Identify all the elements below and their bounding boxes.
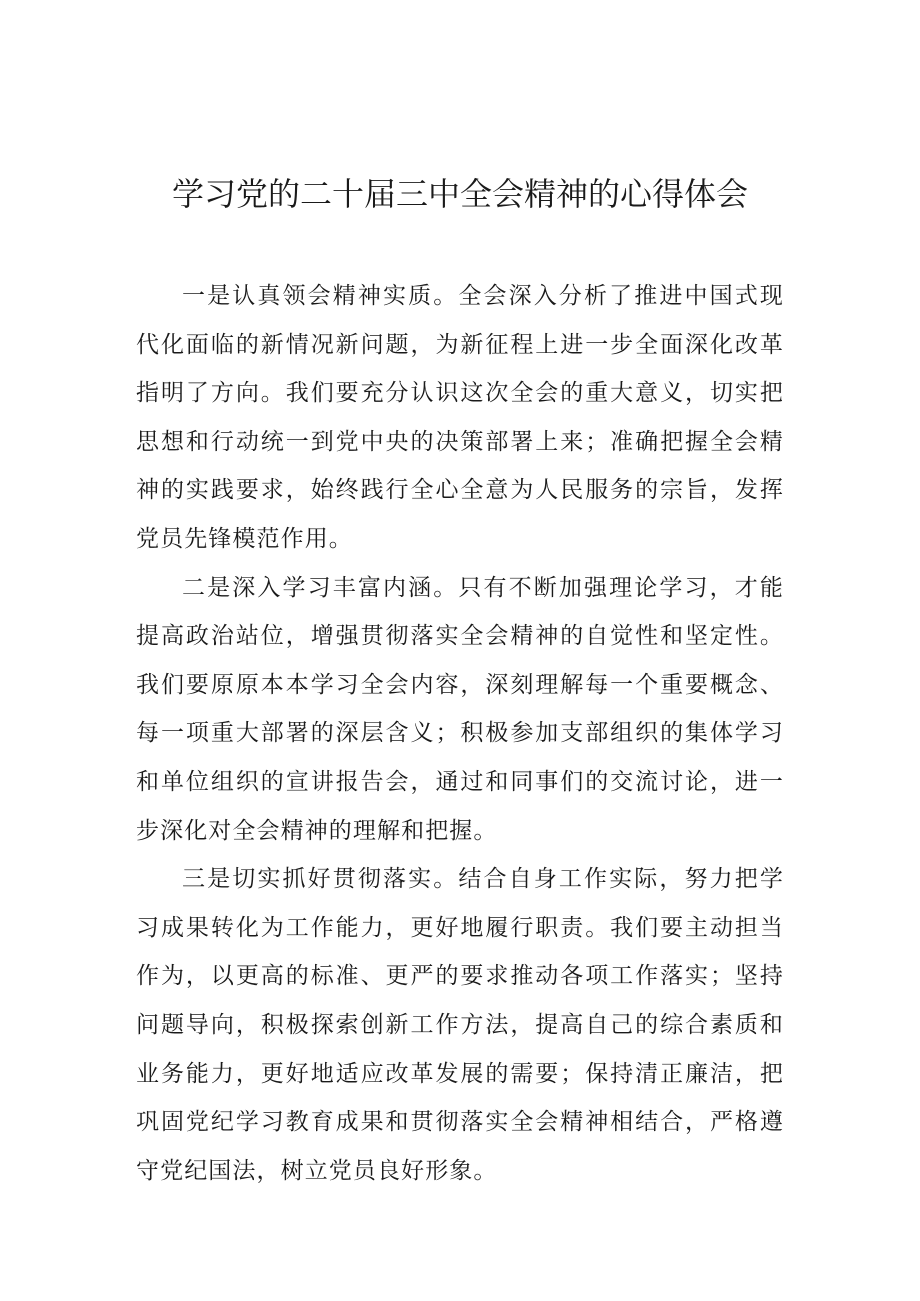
document-body (136, 272, 784, 1195)
paragraph-1: 一是认真领会精神实质。全会深入分析了推进中国式现代化面临的新情况新问题，为新征程上进一步全面深化改革指明了方向。我们要充分认识这次全会的重大意义，切实把思想和行动统一到党中央的决策部署上来；准确把握全会精神的实践要求，始终践行全心全意为人民服务的宗旨，发挥党员先锋模范作用。 (136, 283, 784, 552)
paragraph-2: 二是深入学习丰富内涵。只有不断加强理论学习，才能提高政治站位，增强贯彻落实全会精神的自觉性和坚定性。我们要原原本本学习全会内容，深刻理解每一个重要概念、每一项重大部署的深层含义；积极参加支部组织的集体学习和单位组织的宣讲报告会，通过和同事们的交流讨论，进一步深化对全会精神的理解和把握。 (136, 574, 784, 844)
paragraph-3: 三是切实抓好贯彻落实。结合自身工作实际，努力把学习成果转化为工作能力，更好地履行职责。我们要主动担当作为，以更高的标准、更严的要求推动各项工作落实；坚持问题导向，积极探索创新工作方法，提高自己的综合素质和业务能力，更好地适应改革发展的需要；保持清正廉洁，把巩固党纪学习教育成果和贯彻落实全会精神相结合，严格遵守党纪国法，树立党员良好形象。 (136, 866, 784, 1184)
document-title: 学习党的二十届三中全会精神的心得体会 (171, 175, 748, 213)
